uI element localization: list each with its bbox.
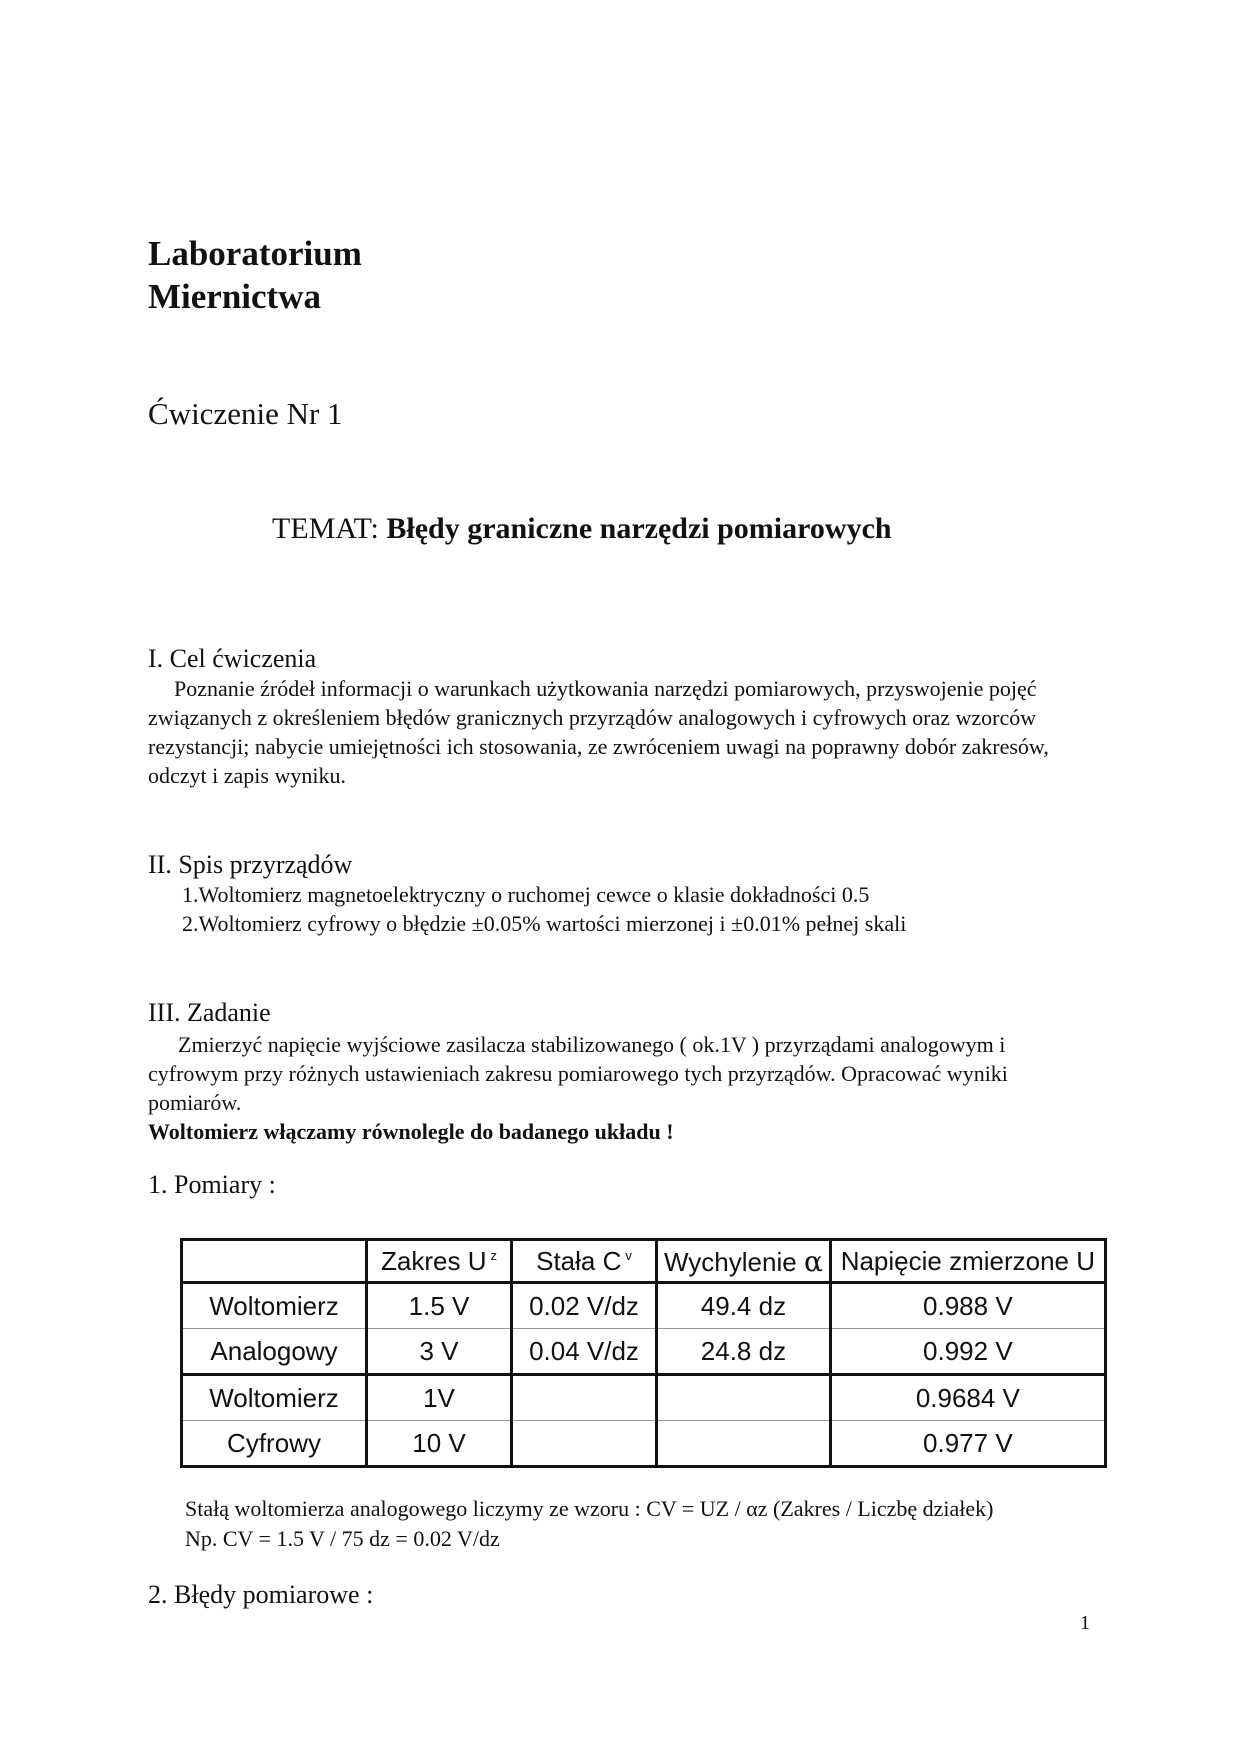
section-2-heading: II. Spis przyrządów [148, 850, 353, 879]
section-1-body: Poznanie źródeł informacji o warunkach użytkowania narzędzi pomiarowych, przyswojenie pojęć związanych z określeniem błędów granicznych przyrządów analogowych i cyfrowych oraz wzorców rezystancji; nabycie umiejętności ich stosowania, ze zwróceniem uwagi na poprawny dobór zakresów, odczyt i zapis wyniku. [148, 676, 1049, 788]
instrument-item-1: 1.Woltomierz magnetoelektryczny o ruchomej cewce o klasie dokładności 0.5 [182, 882, 870, 907]
table-cell: 0.04 V/dz [512, 1329, 657, 1375]
table-cell: 0.9684 V [830, 1375, 1105, 1421]
instrument-list [182, 880, 906, 938]
title-line-2: Miernictwa [148, 277, 321, 316]
formula-line-2: Np. CV = 1.5 V / 75 dz = 0.02 V/dz [185, 1526, 500, 1551]
formula-line-1: Stałą woltomierza analogowego liczymy ze wzoru : CV = UZ / αz (Zakres / Liczbę działek) [185, 1496, 994, 1521]
table-cell: 1.5 V [367, 1283, 512, 1329]
table-cell: 3 V [367, 1329, 512, 1375]
table-cell: Woltomierz [182, 1375, 367, 1421]
table-cell [512, 1375, 657, 1421]
table-cell: 0.02 V/dz [512, 1283, 657, 1329]
table-cell: Analogowy [182, 1329, 367, 1375]
section-3-text [148, 1030, 1098, 1146]
table-row [182, 1329, 1106, 1375]
section-3-body-text: Zmierzyć napięcie wyjściowe zasilacza stabilizowanego ( ok.1V ) przyrządami analogowym i cyfrowym przy różnych ustawieniach zakresu pomiarowego tych przyrządów. Opracować wyniki pomiarów. [148, 1032, 1008, 1115]
instrument-item-2: 2.Woltomierz cyfrowy o błędzie ±0.05% wartości mierzonej i ±0.01% pełnej skali [182, 911, 907, 936]
table-cell: 1V [367, 1375, 512, 1421]
header-cell-voltage: Napięcie zmierzone U [830, 1240, 1105, 1283]
header-cell-constant: Stała C $^v$ [512, 1240, 657, 1283]
table-cell [657, 1375, 831, 1421]
subsection-2-heading: 2. Błędy pomiarowe : [148, 1580, 374, 1609]
section-1-heading: I. Cel ćwiczenia [148, 644, 317, 673]
table-cell: Woltomierz [182, 1283, 367, 1329]
exercise-number: Ćwiczenie Nr 1 [148, 396, 343, 431]
header-cell-range: Zakres U $^z$ [367, 1240, 512, 1283]
section-3-heading: III. Zadanie [148, 998, 271, 1027]
table-cell: 0.977 V [830, 1421, 1105, 1467]
header-cell-empty [182, 1240, 367, 1283]
table-cell: 0.988 V [830, 1283, 1105, 1329]
table-row [182, 1283, 1106, 1329]
title-line-1: Laboratorium [148, 234, 362, 273]
section-1-text [148, 674, 1098, 790]
measurements-table [180, 1238, 1107, 1468]
table-cell: 0.992 V [830, 1329, 1105, 1375]
table-cell [512, 1421, 657, 1467]
section-3-note: Woltomierz włączamy równolegle do badanego układu ! [148, 1119, 674, 1144]
table-cell: 24.8 dz [657, 1329, 831, 1375]
table-cell: 49.4 dz [657, 1283, 831, 1329]
topic-prefix: TEMAT: [272, 512, 387, 545]
formula-block [185, 1494, 994, 1554]
subsection-1-heading: 1. Pomiary : [148, 1170, 276, 1199]
table-cell [657, 1421, 831, 1467]
table-cell: Cyfrowy [182, 1421, 367, 1467]
section-3-body [148, 1030, 1098, 1117]
document-title [148, 232, 362, 318]
table-cell: 10 V [367, 1421, 512, 1467]
page-number: 1 [1080, 1612, 1090, 1634]
table-row [182, 1421, 1106, 1467]
table-header-row [182, 1240, 1106, 1283]
topic-title: Błędy graniczne narzędzi pomiarowych [386, 512, 892, 545]
topic-line [272, 512, 892, 546]
table-row [182, 1375, 1106, 1421]
header-cell-deflection: Wychylenie α [657, 1240, 831, 1283]
